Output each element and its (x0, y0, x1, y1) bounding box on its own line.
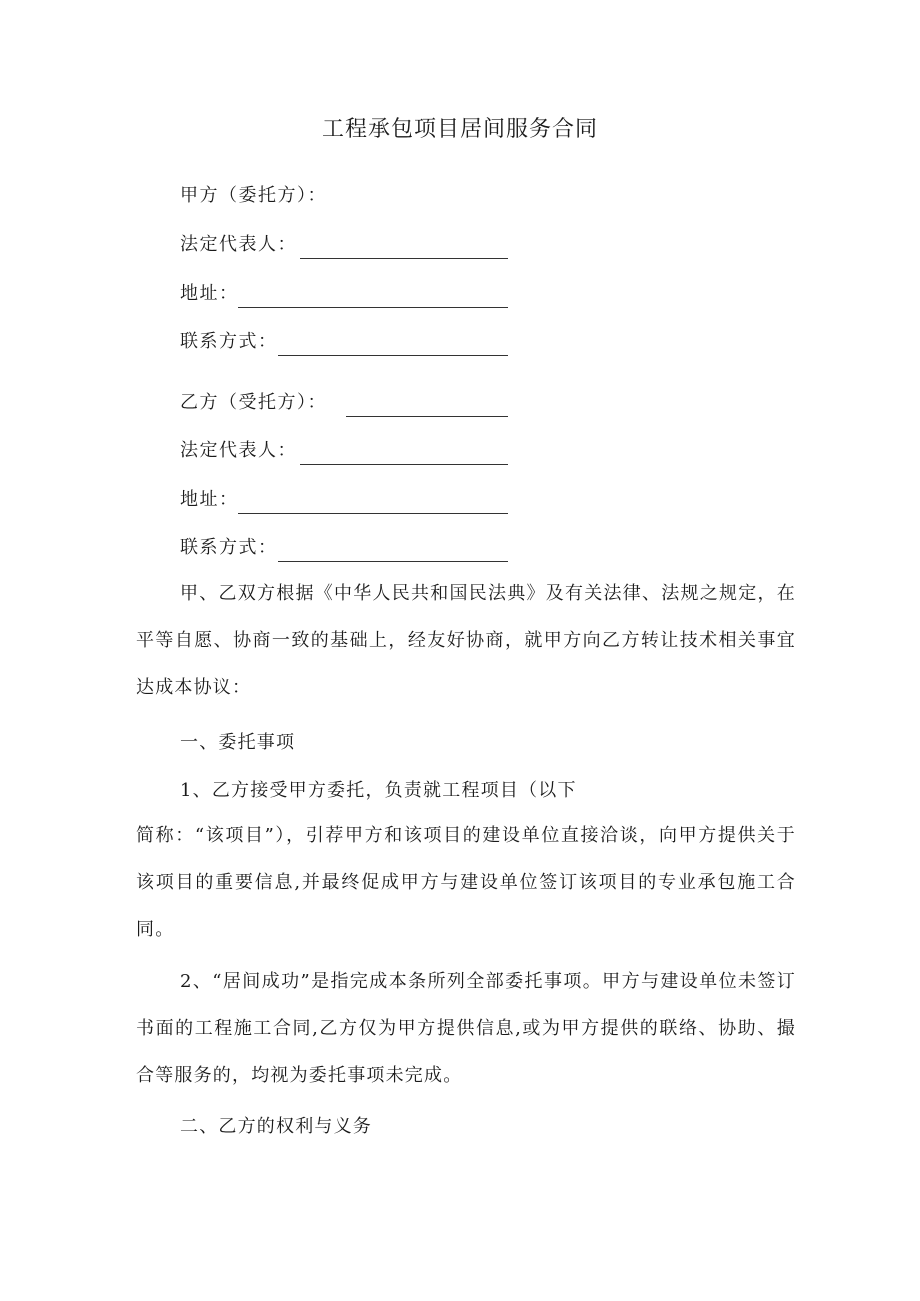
clause-2-paragraph: 2、“居间成功”是指完成本条所列全部委托事项。甲方与建设单位未签订书面的工程施工合同,乙方仅为甲方提供信息,或为甲方提供的联络、协助、撮合等服务的，均视为委托事项未完成。 (136, 971, 796, 1086)
party-a-legal-rep-label: 法定代表人： (180, 234, 297, 255)
party-b-address-blank (238, 513, 508, 514)
party-a-heading-label: 甲方（委托方）： (180, 185, 327, 206)
party-b-contact-label: 联系方式： (180, 537, 278, 558)
party-b-contact-blank (278, 561, 508, 562)
party-b-address-field (180, 486, 510, 514)
preamble-paragraph: 甲、乙双方根据《中华人民共和国民法典》及有关法律、法规之规定，在平等自愿、协商一致的基础上，经友好协商，就甲方向乙方转让技术相关事宜达成本协议： (136, 583, 796, 698)
party-b-legal-rep-field (180, 437, 510, 465)
party-a-contact-blank (278, 355, 508, 356)
party-b-heading-label: 乙方（受托方）： (180, 392, 327, 413)
party-a-address-field (180, 280, 510, 308)
section-1-heading: 一、委托事项 (180, 732, 296, 753)
party-a-contact-label: 联系方式： (180, 331, 278, 352)
party-a-address-blank (238, 307, 508, 308)
document-title: 工程承包项目居间服务合同 (321, 117, 598, 142)
party-a-legal-rep-blank (300, 258, 508, 259)
clause-1-first-line: 1、乙方接受甲方委托，负责就工程项目（以下 (180, 780, 577, 801)
party-a-address-label: 地址： (180, 283, 239, 304)
party-a-contact-field (180, 328, 510, 356)
party-b-heading-blank (346, 416, 508, 417)
section-2-heading: 二、乙方的权利与义务 (180, 1116, 372, 1137)
party-b-legal-rep-blank (300, 464, 508, 465)
clause-1-continuation: 简称：“该项目”），引荐甲方和该项目的建设单位直接洽谈，向甲方提供关于该项目的重要信息,并最终促成甲方与建设单位签订该项目的专业承包施工合同。 (136, 825, 796, 940)
party-a-heading (180, 182, 327, 210)
party-b-heading-field (180, 389, 510, 417)
party-b-legal-rep-label: 法定代表人： (180, 440, 297, 461)
party-b-contact-field (180, 534, 510, 562)
party-a-legal-rep-field (180, 231, 510, 259)
party-b-address-label: 地址： (180, 489, 239, 510)
